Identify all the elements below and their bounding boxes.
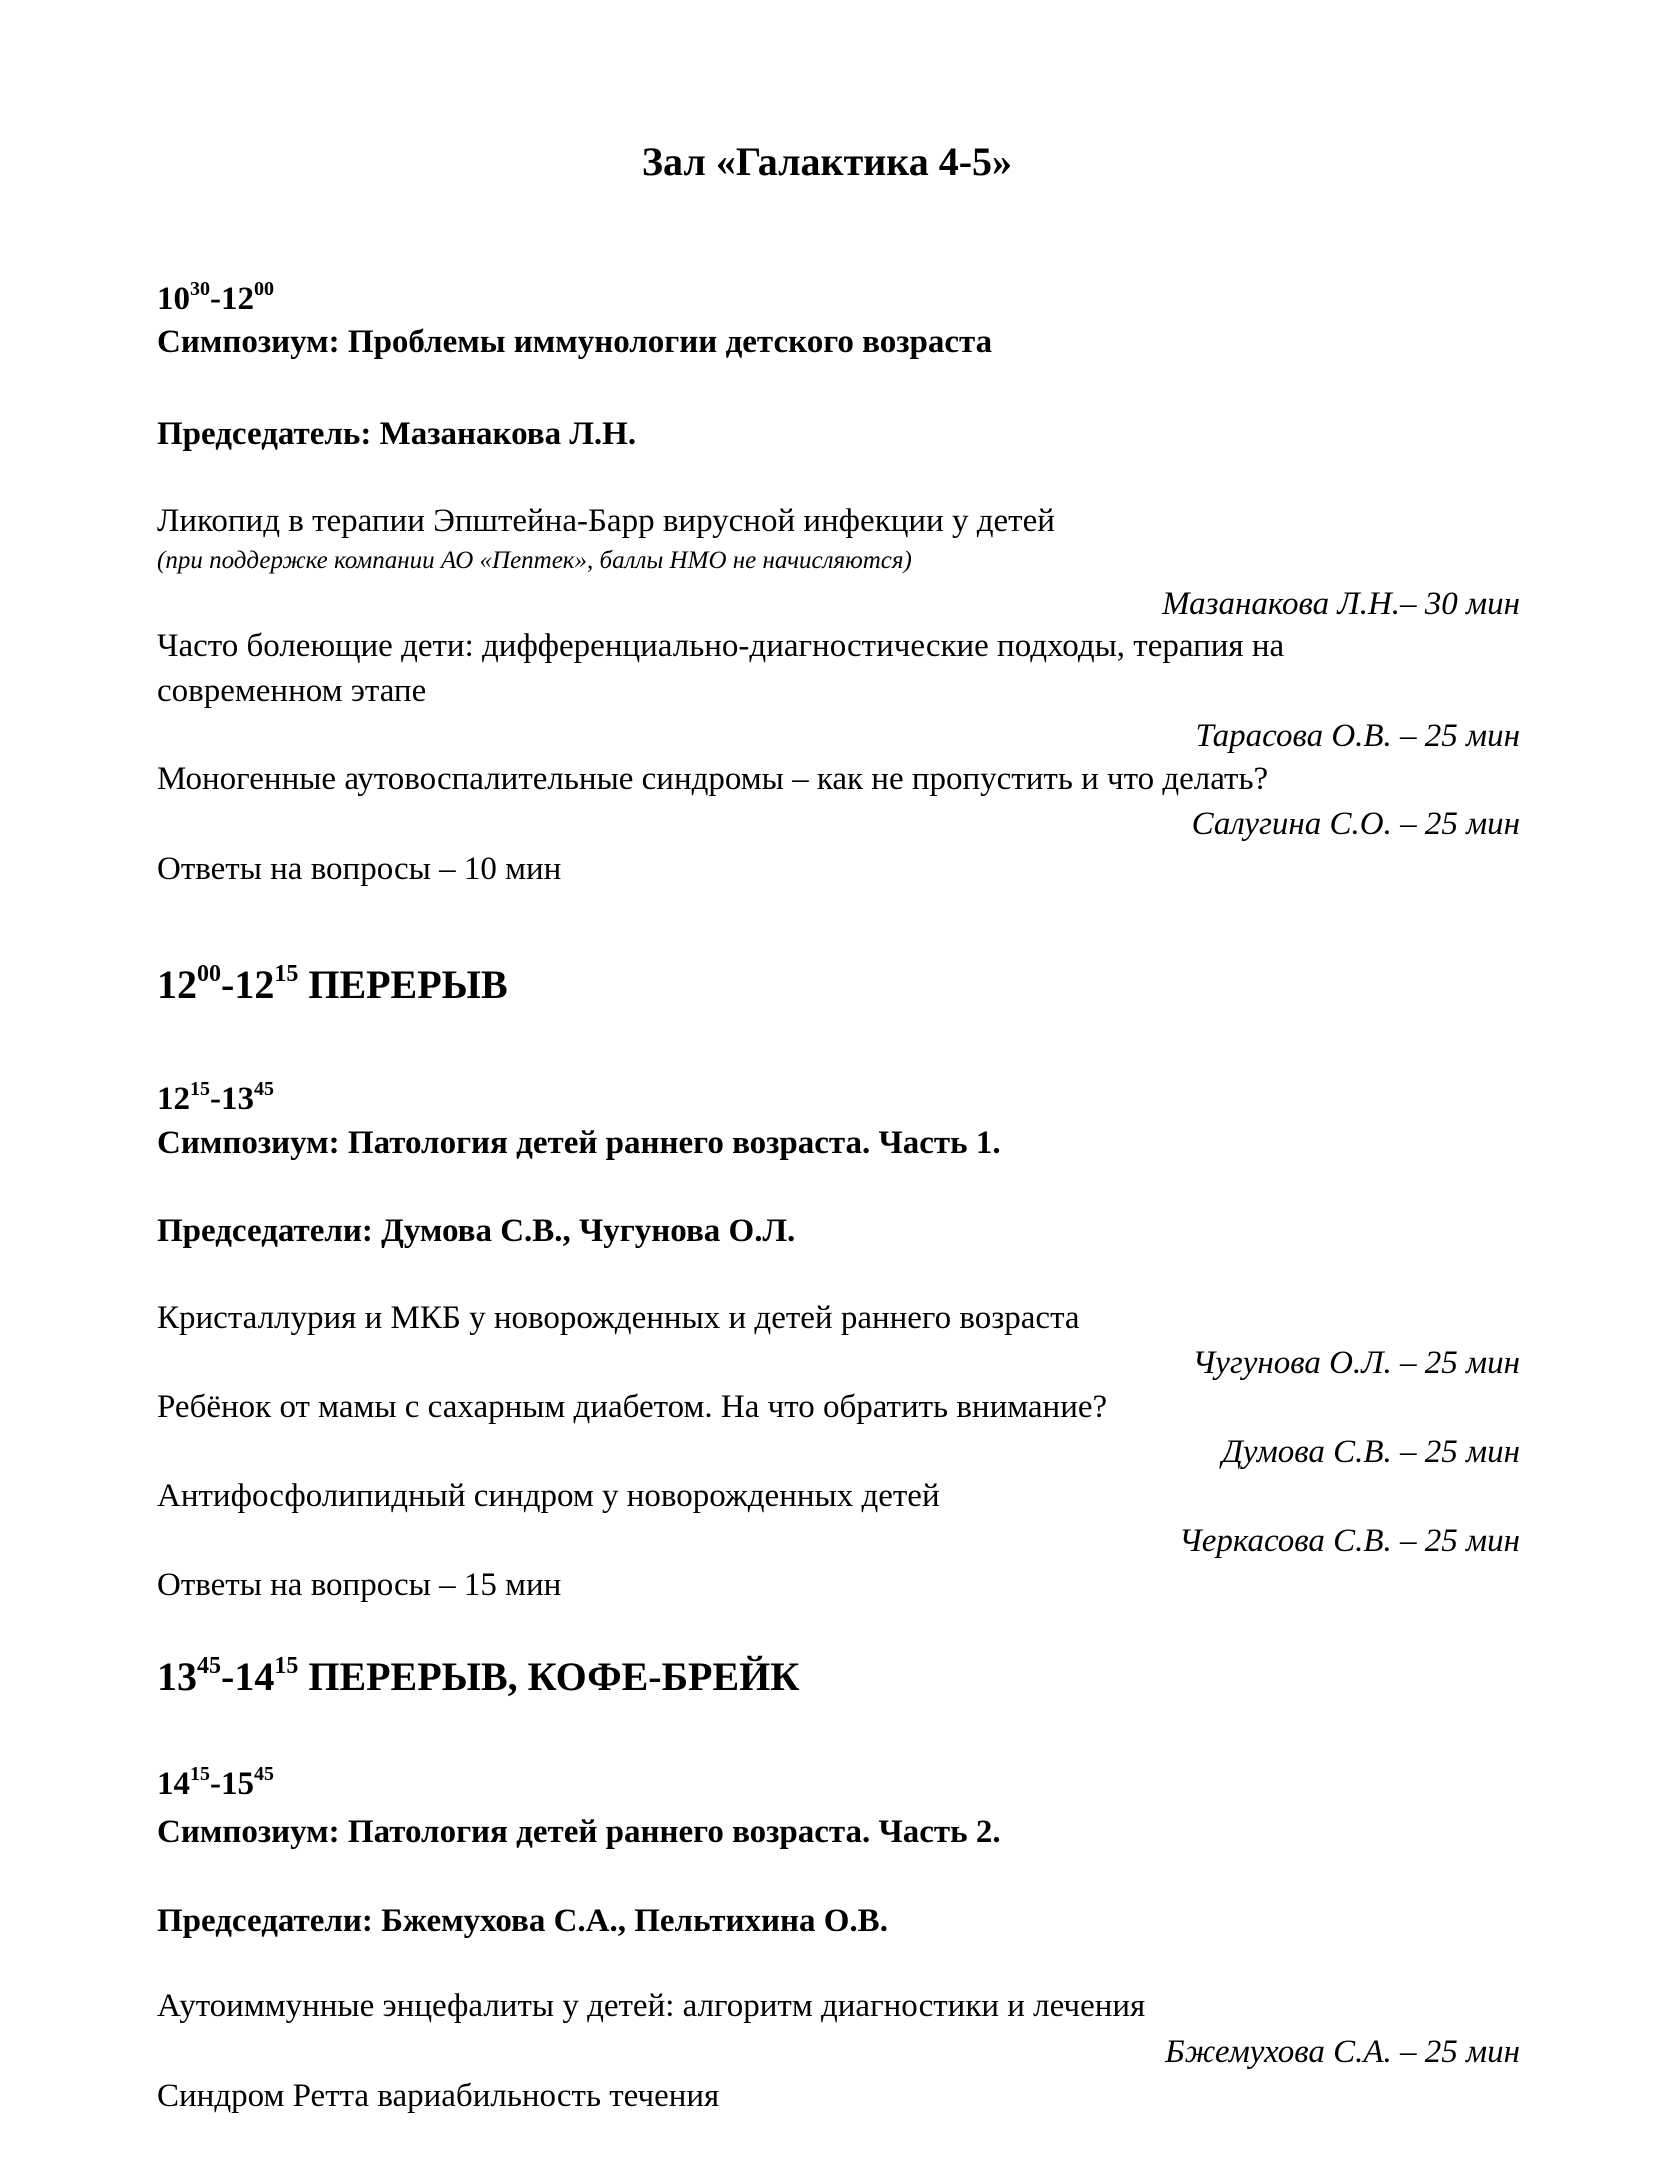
talk-title: Антифосфолипидный синдром у новорожденных детей [157,1478,940,1514]
talk-speaker: Черкасова С.В. – 25 мин [1178,1523,1520,1559]
qa-line: Ответы на вопросы – 10 мин [157,851,562,887]
symposium-heading: Симпозиум: Патология детей раннего возраста. Часть 1. [157,1125,1001,1161]
chair-line: Председатели: Думова С.В., Чугунова О.Л. [157,1213,796,1249]
symposium-heading: Симпозиум: Патология детей раннего возраста. Часть 2. [157,1814,1001,1850]
talk-title-cont: современном этапе [157,673,427,709]
chair-line: Председатели: Бжемухова С.А., Пельтихина О.В. [157,1903,888,1939]
talk-title: Часто болеющие дети: дифференциально-диагностические подходы, терапия на [157,628,1285,664]
break-line: $12^{00}-12^{15}$ ПЕРЕРЫВ [157,961,508,1007]
session-time: $12^{15}-13^{45}$ [157,1078,274,1117]
talk-speaker: Салугина С.О. – 25 мин [1191,806,1520,842]
symposium-heading: Симпозиум: Проблемы иммунологии детского возраста [157,324,993,360]
talk-title: Аутоиммунные энцефалиты у детей: алгоритм диагностики и лечения [157,1988,1146,2024]
chair-line: Председатель: Мазанакова Л.Н. [157,416,637,452]
page-title: Зал «Галактика 4-5» [641,139,1013,184]
talk-title: Моногенные аутовоспалительные синдромы – как не пропустить и что делать? [157,761,1269,797]
talk-speaker: Бжемухова С.А. – 25 мин [1165,2034,1520,2070]
session-time: $10^{30}-12^{00}$ [157,278,274,317]
talk-title: Синдром Ретта вариабильность течения [157,2078,720,2114]
qa-line: Ответы на вопросы – 15 мин [157,1567,562,1603]
talk-title: Ликопид в терапии Эпштейна-Барр вирусной инфекции у детей [157,503,1055,539]
talk-speaker: Тарасова О.В. – 25 мин [1195,718,1520,754]
session-time: $14^{15}-15^{45}$ [157,1763,274,1802]
talk-title: Ребёнок от мамы с сахарным диабетом. На что обратить внимание? [157,1389,1108,1425]
talk-speaker: Мазанакова Л.Н.– 30 мин [1162,586,1520,622]
break-line: $13^{45}-14^{15}$ ПЕРЕРЫВ, КОФЕ-БРЕЙК [157,1653,800,1699]
talk-title: Кристаллурия и МКБ у новорожденных и детей раннего возраста [157,1300,1080,1336]
talk-speaker: Чугунова О.Л. – 25 мин [1192,1345,1520,1381]
talk-speaker: Думова С.В. – 25 мин [1221,1434,1520,1470]
sponsor-note: (при поддержке компании АО «Пептек», баллы НМО не начисляются) [157,547,912,574]
